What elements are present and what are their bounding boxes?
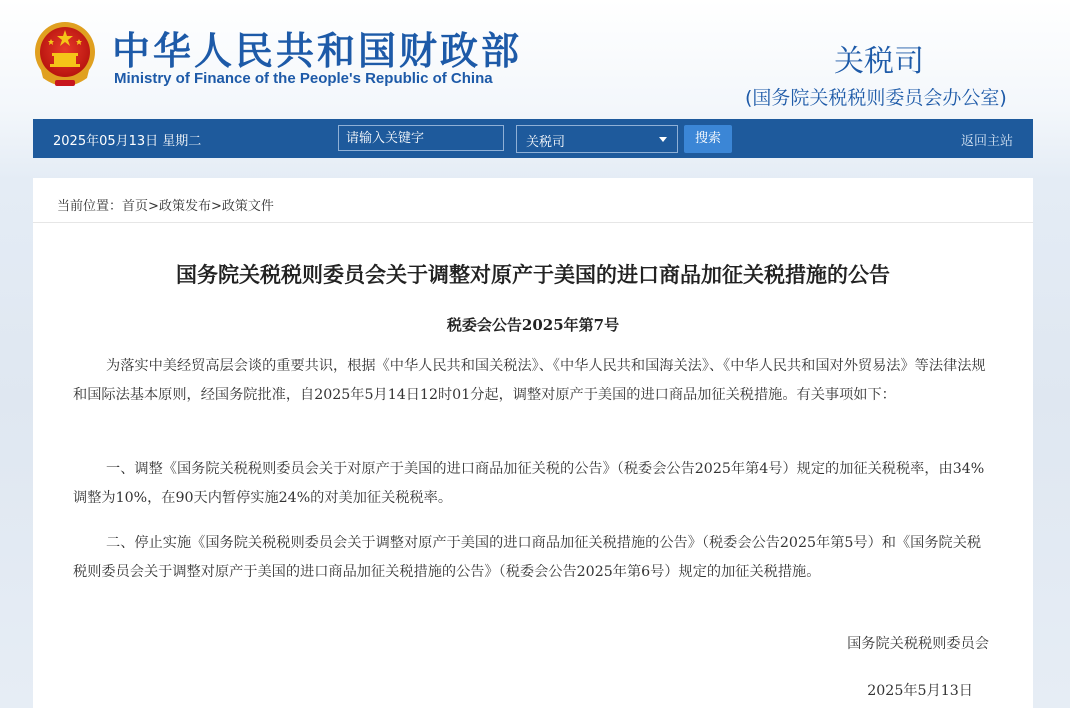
- article-paragraph: 二、停止实施《国务院关税税则委员会关于调整对原产于美国的进口商品加征关税措施的公告》（税委会公告2025年第5号）和《国务院关税税则委员会关于调整对原产于美国的进口商品加征关税措施的公告》（税委会公告2025年第6号）规定的加征关税措施。: [73, 535, 982, 580]
- search-input[interactable]: [338, 125, 504, 151]
- site-title-en[interactable]: Ministry of Finance of the People's Republic of China: [114, 70, 493, 87]
- breadcrumb-separator: >: [210, 199, 222, 214]
- document-number: 税委会公告2025年第7号: [446, 316, 620, 334]
- article-paragraph: 为落实中美经贸高层会谈的重要共识，根据《中华人民共和国关税法》、《中华人民共和国海关法》、《中华人民共和国对外贸易法》等法律法规和国际法基本原则，经国务院批准，自2025年5月14日12时01分起，调整对原产于美国的进口商品加征关税措施。有关事项如下：: [73, 358, 986, 403]
- breadcrumb-item-policy-documents[interactable]: 政策文件: [221, 199, 274, 214]
- chevron-down-icon: [659, 137, 667, 142]
- site-title-cn[interactable]: 中华人民共和国财政部: [112, 29, 523, 73]
- breadcrumb-label: 当前位置：: [57, 199, 123, 214]
- content-panel: [33, 178, 1033, 708]
- site-header: [0, 0, 1070, 118]
- divider: [33, 222, 1033, 223]
- department-name: 关税司: [834, 44, 924, 79]
- article-paragraph: 一、调整《国务院关税税则委员会关于对原产于美国的进口商品加征关税的公告》（税委会公告2025年第4号）规定的加征关税税率，由34%调整为10%，在90天内暂停实施24%的对美加征关税税率。: [73, 461, 985, 506]
- breadcrumb-separator: >: [148, 199, 159, 214]
- search-button[interactable]: 搜索: [684, 125, 732, 153]
- current-date: 2025年05月13日 星期二: [53, 134, 202, 149]
- breadcrumb: [57, 195, 274, 214]
- article-signature: 国务院关税税则委员会: [847, 636, 989, 652]
- breadcrumb-item-home[interactable]: 首页: [122, 199, 149, 214]
- national-emblem-icon[interactable]: [33, 20, 97, 90]
- top-nav-bar: [33, 119, 1033, 158]
- article-date: 2025年5月13日: [867, 683, 973, 699]
- return-home-link[interactable]: 返回主站: [960, 134, 1013, 149]
- article-title: 国务院关税税则委员会关于调整对原产于美国的进口商品加征关税措施的公告: [176, 263, 890, 287]
- department-select-value: 关税司: [526, 135, 566, 150]
- department-subtitle: (国务院关税税则委员会办公室): [745, 87, 1007, 109]
- breadcrumb-item-policy-release[interactable]: 政策发布: [158, 199, 211, 214]
- department-select[interactable]: [516, 125, 678, 153]
